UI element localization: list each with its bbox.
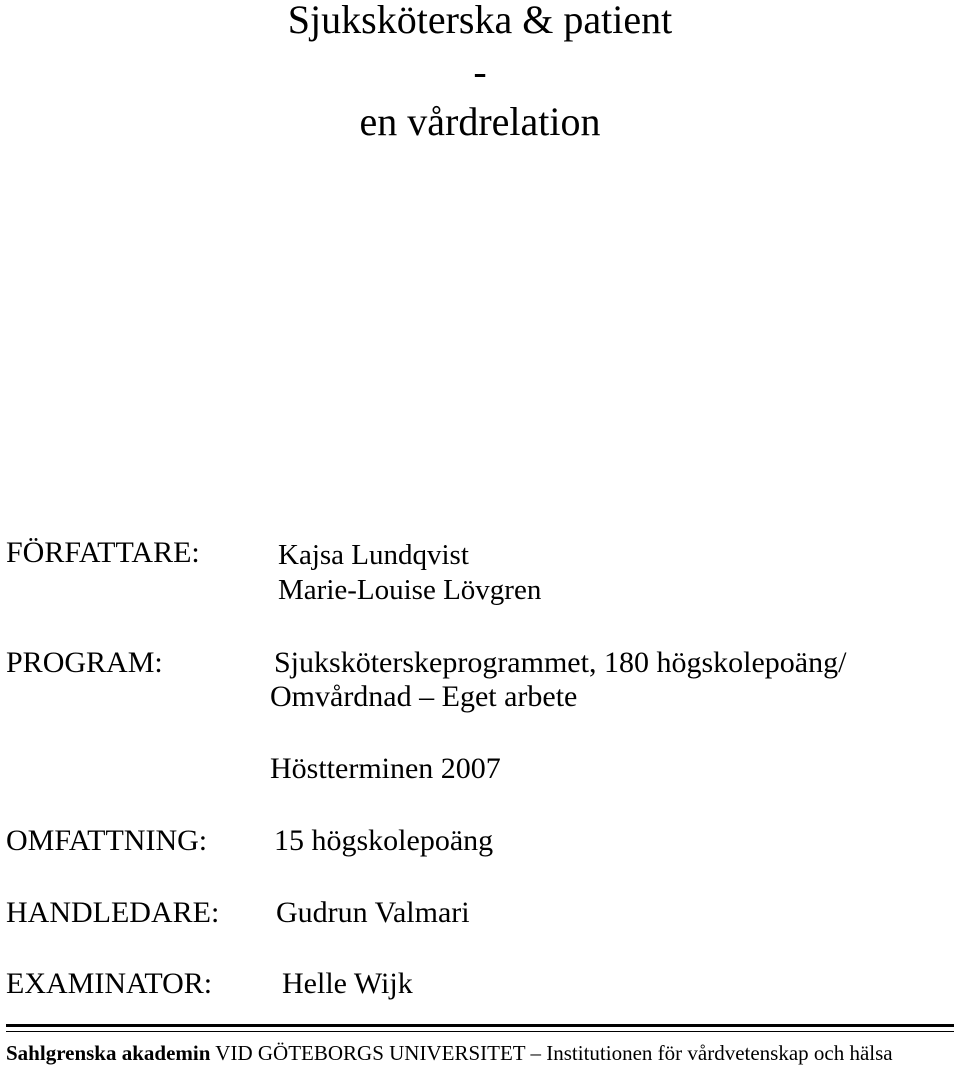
authors-label: FÖRFATTARE:	[6, 536, 200, 569]
footer-academy: Sahlgrenska akademin	[6, 1041, 211, 1065]
program-line-2: Omvårdnad – Eget arbete	[270, 680, 578, 713]
scope-value: 15 högskolepoäng	[274, 824, 494, 857]
footer	[6, 1043, 956, 1064]
program-line-1: Sjuksköterskeprogrammet, 180 högskolepoäng/	[274, 646, 847, 679]
examiner-label: EXAMINATOR:	[6, 967, 213, 1000]
author-1: Kajsa Lundqvist	[278, 539, 469, 571]
title-line-1: Sjuksköterska & patient	[287, 0, 673, 42]
supervisor-label: HANDLEDARE:	[6, 896, 220, 929]
scope-label: OMFATTNING:	[6, 824, 208, 857]
supervisor-value: Gudrun Valmari	[276, 896, 470, 929]
title-line-3: en vårdrelation	[359, 99, 601, 144]
examiner-value: Helle Wijk	[282, 967, 413, 1000]
footer-separator: –	[530, 1041, 541, 1065]
footer-institution: Institutionen för vårdvetenskap och hälsa	[546, 1041, 893, 1065]
footer-rule-thin	[6, 1031, 954, 1032]
title-line-2: -	[473, 49, 487, 94]
footer-rule-thick	[6, 1024, 954, 1027]
footer-university: VID GÖTEBORGS UNIVERSITET	[215, 1041, 526, 1065]
author-2: Marie-Louise Lövgren	[278, 574, 542, 606]
term: Höstterminen 2007	[270, 752, 501, 785]
program-label: PROGRAM:	[6, 646, 163, 679]
